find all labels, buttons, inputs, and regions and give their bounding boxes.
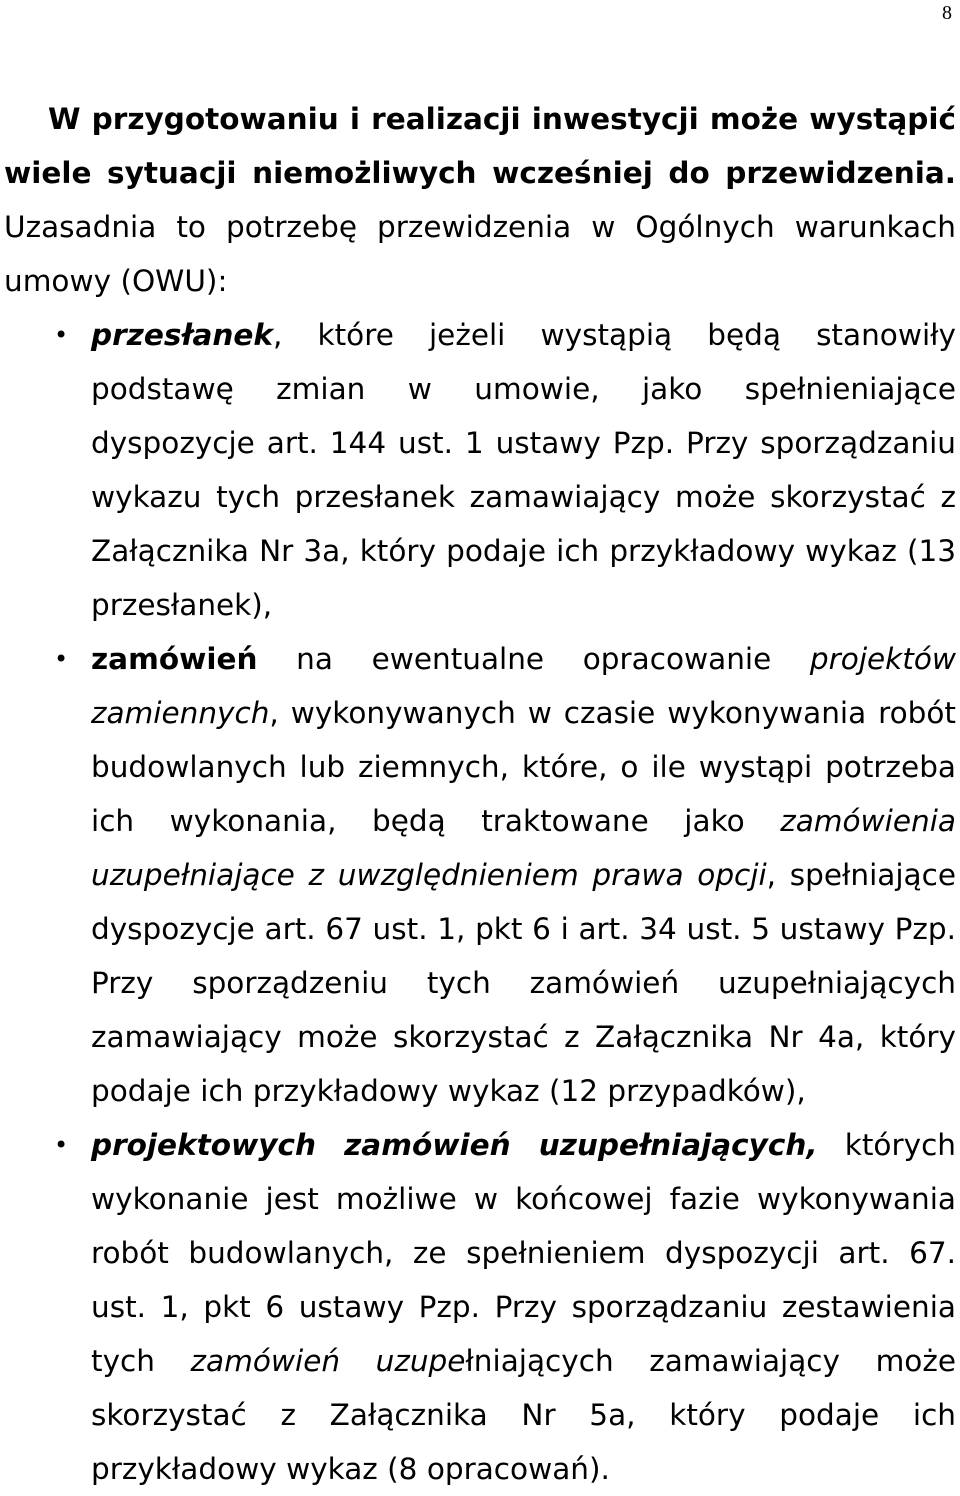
- intro-paragraph: [4, 92, 956, 308]
- bullet-list: [4, 308, 956, 1496]
- document-body: [4, 92, 956, 1496]
- list-item-przeslanki: • przesłanek, które jeżeli wystąpią będą stanowiły podstawę zmian w umowie, jako spełnieniające dyspozycje art. 144 ust. 1 ustawy Pzp. Przy sporządzaniu wykazu tych przesłanek zamawiający może skorzystać z Załącznika Nr 3a, który podaje ich przykładowy wykaz (13 przesłanek),: [4, 308, 956, 632]
- item-term: zamówień: [91, 642, 258, 676]
- intro-rest: Uzasadnia to potrzebę przewidzenia w Ogólnych warunkach umowy (OWU):: [4, 210, 956, 298]
- bullet-icon: •: [54, 645, 69, 673]
- bullet-icon: •: [54, 321, 69, 349]
- item-term: przesłanek: [91, 318, 273, 352]
- bullet-icon: •: [54, 1131, 69, 1159]
- list-item-projektowe: • projektowych zamówień uzupełniających, których wykonanie jest możliwe w końcowej fazie wykonywania robót budowlanych, ze spełnieniem dyspozycji art. 67. ust. 1, pkt 6 ustawy Pzp. Przy sporządzaniu zestawienia tych zamówień uzupełniających zamawiający może skorzystać z Załącznika Nr 5a, który podaje ich przykładowy wykaz (8 opracowań).: [4, 1118, 956, 1496]
- intro-lead: W przygotowaniu i realizacji inwestycji może wystąpić wiele sytuacji niemożliwych wcześniej do przewidzenia.: [4, 102, 956, 190]
- page-number: 8: [942, 2, 952, 24]
- item-term: projektowych zamówień uzupełniających,: [91, 1128, 818, 1162]
- list-item-zamowienia: • zamówień na ewentualne opracowanie projektów zamiennych, wykonywanych w czasie wykonywania robót budowlanych lub ziemnych, które, o ile wystąpi potrzeba ich wykonania, będą traktowane jako zamówienia uzupełniające z uwzględnieniem prawa opcji, spełniające dyspozycje art. 67 ust. 1, pkt 6 i art. 34 ust. 5 ustawy Pzp. Przy sporządzeniu tych zamówień uzupełniających zamawiający może skorzystać z Załącznika Nr 4a, który podaje ich przykładowy wykaz (12 przypadków),: [4, 632, 956, 1118]
